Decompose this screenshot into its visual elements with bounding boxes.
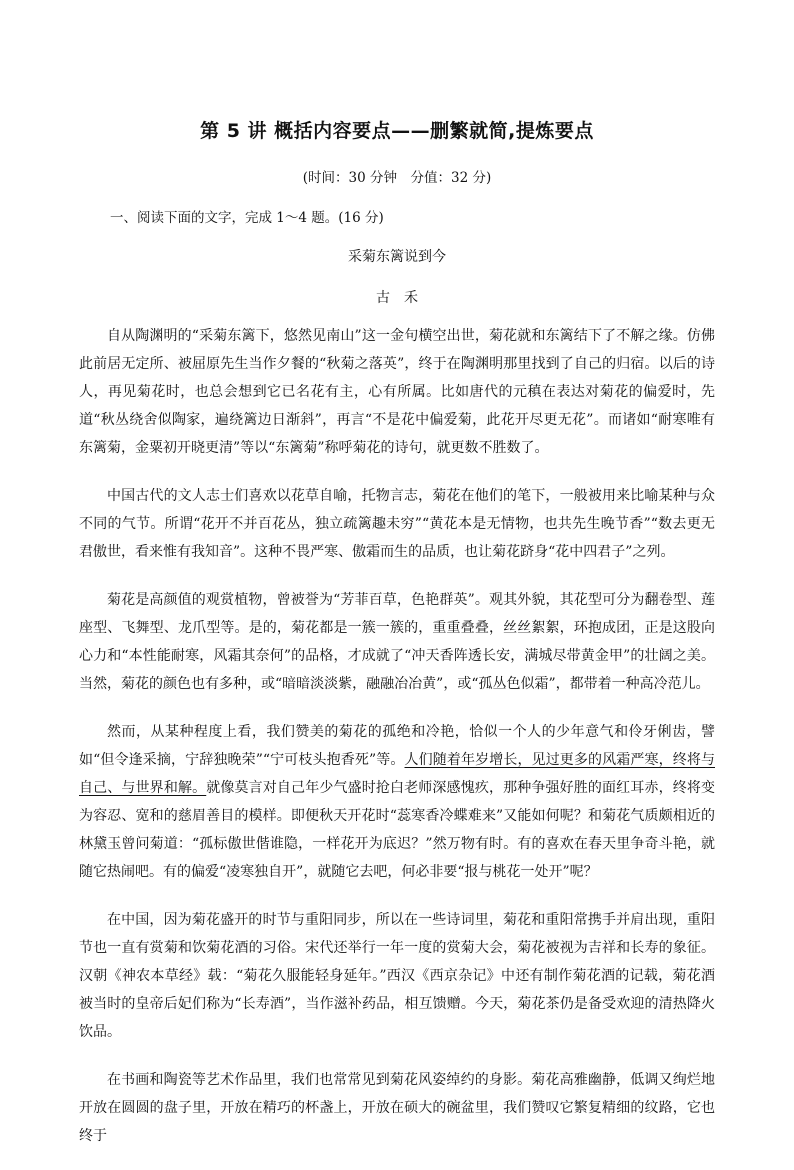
paragraph: 在中国，因为菊花盛开的时节与重阳同步，所以在一些诗词里，菊花和重阳常携手并肩出现，重阳节也一直有赏菊和饮菊花酒的习俗。宋代还举行一年一度的赏菊大会，菊花被视为吉祥和长寿的象征。汉朝《神农本草经》载：“菊花久服能轻身延年。”西汉《西京杂记》中还有制作菊花酒的记载，菊花酒被当时的皇帝后妃们称为“长寿酒”，当作滋补药品，相互馈赠。今天，菊花茶仍是备受欢迎的清热降火饮品。	[79, 912, 715, 1040]
paragraph-text: 然而，从某种程度上看，我们赞美的菊花的孤绝和冷艳，恰似一个人的少年意气和伶牙俐齿，譬如“但令逢采摘，宁辞独晚荣”“宁可枝头抱香死”等。	[79, 724, 715, 768]
article-body	[79, 322, 715, 1170]
article-title: 采菊东篱说到今	[348, 249, 446, 265]
paragraph: 在书画和陶瓷等艺术作品里，我们也常常见到菊花风姿绰约的身影。菊花高雅幽静，低调又绚烂地开放在圆圆的盘子里，开放在精巧的杯盏上，开放在硕大的碗盆里，我们赞叹它繁复精细的纹路，它也终于	[79, 1072, 715, 1144]
paragraph: 自从陶渊明的“采菊东篱下，悠然见南山”这一金句横空出世，菊花就和东篱结下了不解之缘。仿佛此前居无定所、被屈原先生当作夕餐的“秋菊之落英”，终于在陶渊明那里找到了自己的归宿。以后的诗人，再见菊花时，也总会想到它已名花有主，心有所属。比如唐代的元稹在表达对菊花的偏爱时，先道“秋丛绕舍似陶家，遍绕篱边日渐斜”，再言“不是花中偏爱菊，此花开尽更无花”。而诸如“耐寒唯有东篱菊，金粟初开晓更清”等以“东篱菊”称呼菊花的诗句，就更数不胜数了。	[79, 328, 715, 456]
lesson-title: 第 5 讲 概括内容要点——删繁就简,提炼要点	[200, 120, 594, 142]
paragraph: 中国古代的文人志士们喜欢以花草自喻，托物言志，菊花在他们的笔下，一般被用来比喻某种与众不同的气节。所谓“花开不并百花丛，独立疏篱趣未穷”“黄花本是无情物，也共先生晚节香”“数去更无君傲世，看来惟有我知音”。这种不畏严寒、傲霜而生的品质，也让菊花跻身“花中四君子”之列。	[79, 488, 715, 560]
underlined-sentence: 人们随着年岁增长，见过更多的风霜严寒，终将与自己、与世界和解。	[79, 752, 715, 796]
paragraph	[79, 718, 715, 886]
paragraph-text: 就像莫言对自己年少气盛时抢白老师深感愧疚，那种争强好胜的面红耳赤，终将变为容忍、宽和的慈眉善目的模样。即便秋天开花时“蕊寒香冷蝶难来”又能如何呢？和菊花气质颇相近的林黛玉曾问菊道：“孤标傲世偕谁隐，一样花开为底迟？”然万物有时。有的喜欢在春天里争奇斗艳，就随它热闹吧。有的偏爱“凌寒独自开”，就随它去吧，何必非要“报与桃花一处开”呢？	[79, 780, 716, 880]
paragraph: 菊花是高颜值的观赏植物，曾被誉为“芳菲百草，色艳群英”。观其外貌，其花型可分为翻卷型、莲座型、飞舞型、龙爪型等。是的，菊花都是一簇一簇的，重重叠叠，丝丝絮絮，环抱成团，正是这股向心力和“本性能耐寒，风霜其奈何”的品格，才成就了“冲天香阵透长安，满城尽带黄金甲”的壮阔之美。当然，菊花的颜色也有多种，或“暗暗淡淡紫，融融冶冶黄”，或“孤丛色似霜”，都带着一种高冷范儿。	[79, 592, 715, 692]
time-score-info: (时间：30 分钟 分值：32 分)	[302, 170, 492, 186]
section-heading: 一、阅读下面的文字，完成 1～4 题。(16 分)	[110, 210, 384, 226]
article-author: 古禾	[376, 290, 432, 306]
